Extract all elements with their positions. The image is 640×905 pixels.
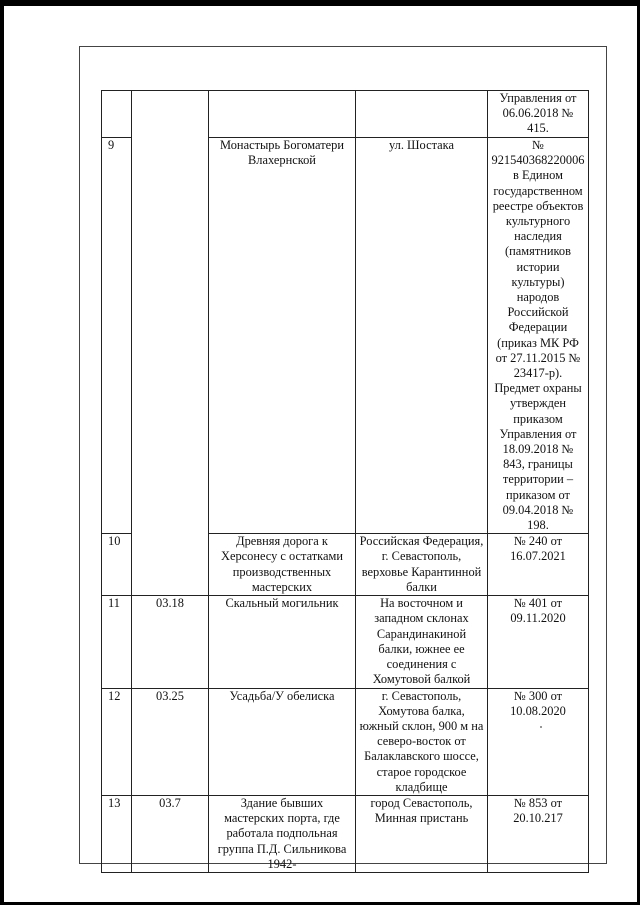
row-number: 13 xyxy=(102,795,132,872)
table-row xyxy=(102,795,589,872)
registration-document: № 921540368220006 в Едином государственном реестре объектов культурного наследия (памятников истории культуры) народов Российской Федерации (приказ МК РФ от 27.11.2015 № 23417-р). Предмет охраны утвержден приказом Управления от 18.09.2018 № 843, границы территории – приказом от 09.04.2018 № 198. xyxy=(488,138,589,534)
registration-document: № 240 от 16.07.2021 xyxy=(488,534,589,596)
row-number: 11 xyxy=(102,596,132,688)
object-address xyxy=(356,91,488,138)
table-row xyxy=(102,91,589,138)
heritage-objects-table xyxy=(101,90,589,873)
registration-document: № 853 от 20.10.217 xyxy=(488,795,589,872)
object-code xyxy=(132,91,209,596)
object-address: город Севастополь, Минная пристань xyxy=(356,795,488,872)
row-number xyxy=(102,91,132,138)
scan-speck xyxy=(540,726,542,728)
object-name: Усадьба/У обелиска xyxy=(209,688,356,795)
table-row xyxy=(102,688,589,795)
object-code: 03.25 xyxy=(132,688,209,795)
object-name: Древняя дорога к Херсонесу с остатками производственных мастерских xyxy=(209,534,356,596)
registration-document: Управления от 06.06.2018 № 415. xyxy=(488,91,589,138)
object-name: Монастырь Богоматери Влахерн​ской xyxy=(209,138,356,534)
object-address: Российская Федерация, г. Севастополь, верховье Карантинной балки xyxy=(356,534,488,596)
row-number: 12 xyxy=(102,688,132,795)
object-address: На восточном и западном склонах Сарандинакиной балки, южнее ее соединения с Хомутовой балкой xyxy=(356,596,488,688)
object-name: Скальный могильник xyxy=(209,596,356,688)
row-number: 10 xyxy=(102,534,132,596)
object-address: ул. Шостака xyxy=(356,138,488,534)
scan-edge-left xyxy=(0,0,4,905)
registration-document: № 401 от 09.11.2020 xyxy=(488,596,589,688)
registration-document: № 300 от 10.08.2020 xyxy=(488,688,589,795)
scan-edge-top xyxy=(0,0,640,6)
object-name xyxy=(209,91,356,138)
object-code: 03.18 xyxy=(132,596,209,688)
object-name: Здание бывших мастерских порта, где работала подпольная группа П.Д. Сильникова 1942- xyxy=(209,795,356,872)
row-number: 9 xyxy=(102,138,132,534)
table-row xyxy=(102,596,589,688)
object-address: г. Севастополь, Хомутова балка, южный склон, 900 м на северо-восток от Балаклавского шоссе, старое городское кладбище xyxy=(356,688,488,795)
object-code: 03.7 xyxy=(132,795,209,872)
